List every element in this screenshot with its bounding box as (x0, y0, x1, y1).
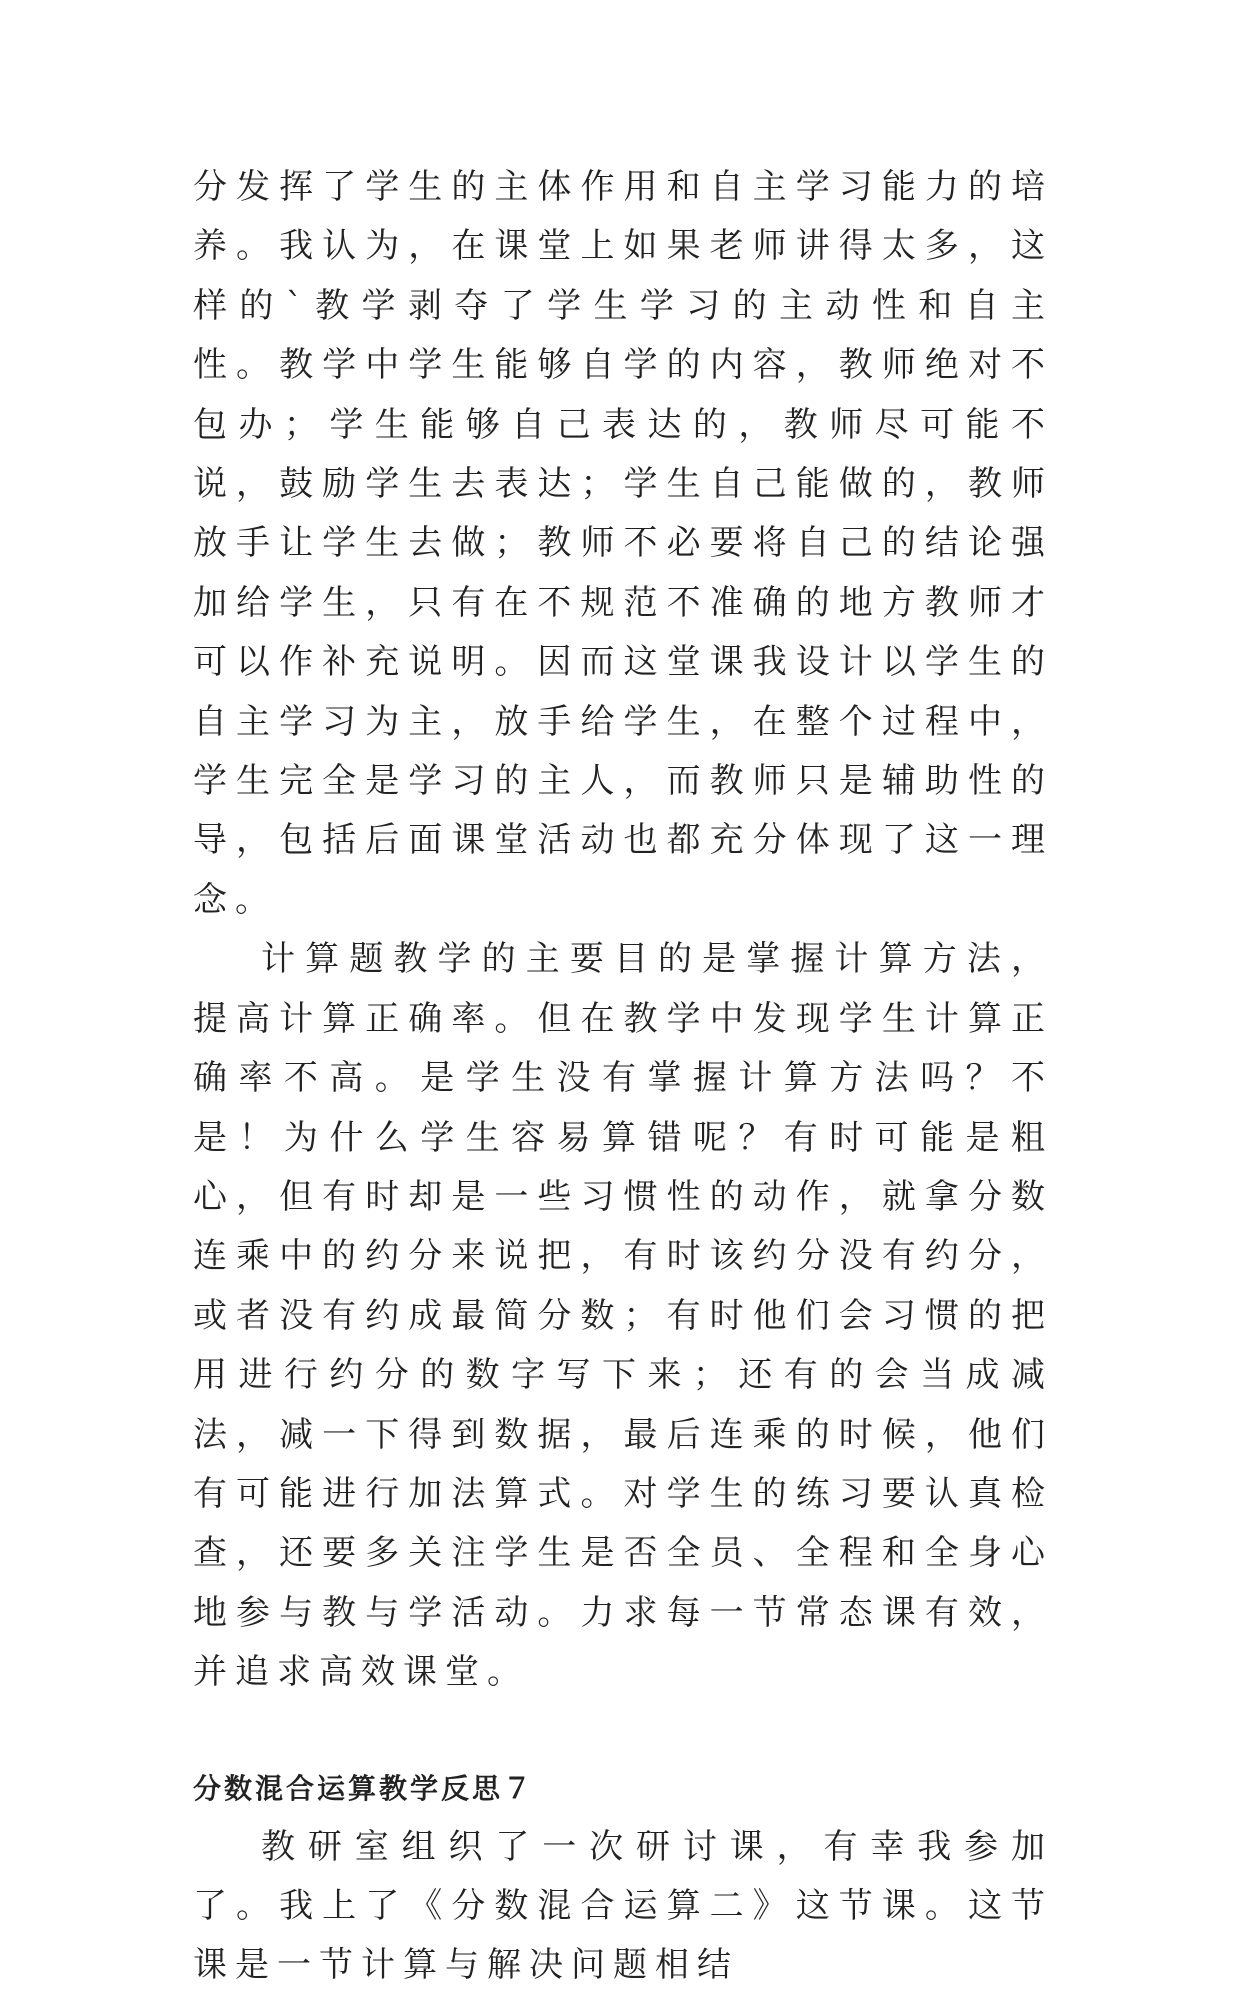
body-paragraph-2: 计算题教学的主要目的是掌握计算方法，提高计算正确率。但在教学中发现学生计算正确率不高。是学生没有掌握计算方法吗？不是！为什么学生容易算错呢？有时可能是粗心，但有时却是一些习惯性的动作，就拿分数连乘中的约分来说把，有时该约分没有约分，或者没有约成最简分数；有时他们会习惯的把用进行约分的数字写下来；还有的会当成减法，减一下得到数据，最后连乘的时候，他们有可能进行加法算式。对学生的练习要认真检查，还要多关注学生是否全员、全程和全身心地参与教与学活动。力求每一节常态课有效，并追求高效课堂。 (193, 939, 1053, 1693)
document-page (193, 158, 1053, 1996)
body-paragraph-1: 分发挥了学生的主体作用和自主学习能力的培养。我认为，在课堂上如果老师讲得太多，这样的`教学剥夺了学生学习的主动性和自主性。教学中学生能够自学的内容，教师绝对不包办；学生能够自己表达的，教师尽可能不说，鼓励学生去表达；学生自己能做的，教师放手让学生去做；教师不必要将自己的结论强加给学生，只有在不规范不准确的地方教师才可以作补充说明。因而这堂课我设计以学生的自主学习为主，放手给学生，在整个过程中，学生完全是学习的主人，而教师只是辅助性的导，包括后面课堂活动也都充分体现了这一理念。 (193, 167, 1053, 920)
section-heading: 分数混合运算教学反思７ (193, 1771, 535, 1805)
section-paragraph-1: 教研室组织了一次研讨课，有幸我参加了。我上了《分数混合运算二》这节课。这节课是一节计算与解决问题相结 (193, 1826, 1053, 1986)
